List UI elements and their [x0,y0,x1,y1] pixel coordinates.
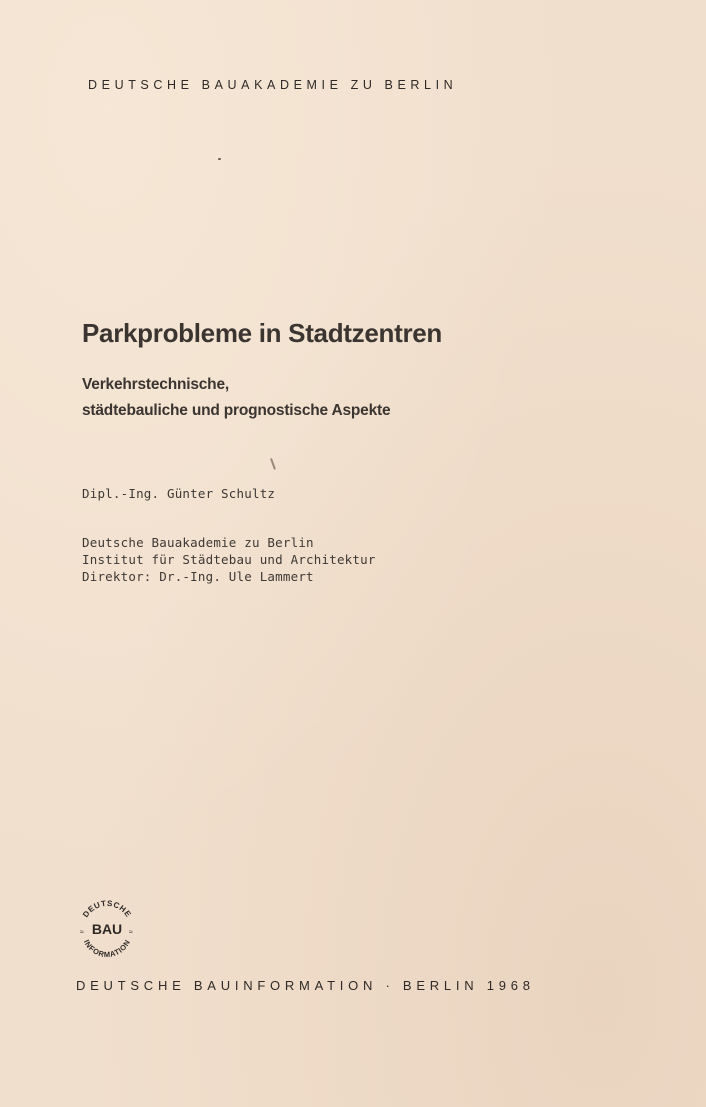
svg-text:≈: ≈ [129,929,133,936]
svg-text:DEUTSCHE: DEUTSCHE [81,898,133,920]
bauinformation-logo [72,894,142,964]
publisher-header: DEUTSCHE BAUAKADEMIE ZU BERLIN [88,78,458,92]
paper-mark [270,458,276,470]
book-title: Parkprobleme in Stadtzentren [82,318,443,348]
publisher-footer: DEUTSCHE BAUINFORMATION · BERLIN 1968 [76,978,535,993]
subtitle-line-2: städtebauliche und prognostische Aspekte [82,402,391,419]
institution-line-2: Institut für Städtebau und Architektur [82,552,376,567]
svg-text:INFORMATION: INFORMATION [81,937,133,960]
author-line: Dipl.-Ing. Günter Schultz [82,486,276,501]
logo-center-text: BAU [91,921,123,937]
subtitle-line-1: Verkehrstechnische, [82,376,229,393]
svg-text:≈: ≈ [80,929,84,936]
institution-line-1: Deutsche Bauakademie zu Berlin [82,535,314,550]
institution-line-3: Direktor: Dr.-Ing. Ule Lammert [82,569,314,584]
paper-speck [218,158,221,160]
